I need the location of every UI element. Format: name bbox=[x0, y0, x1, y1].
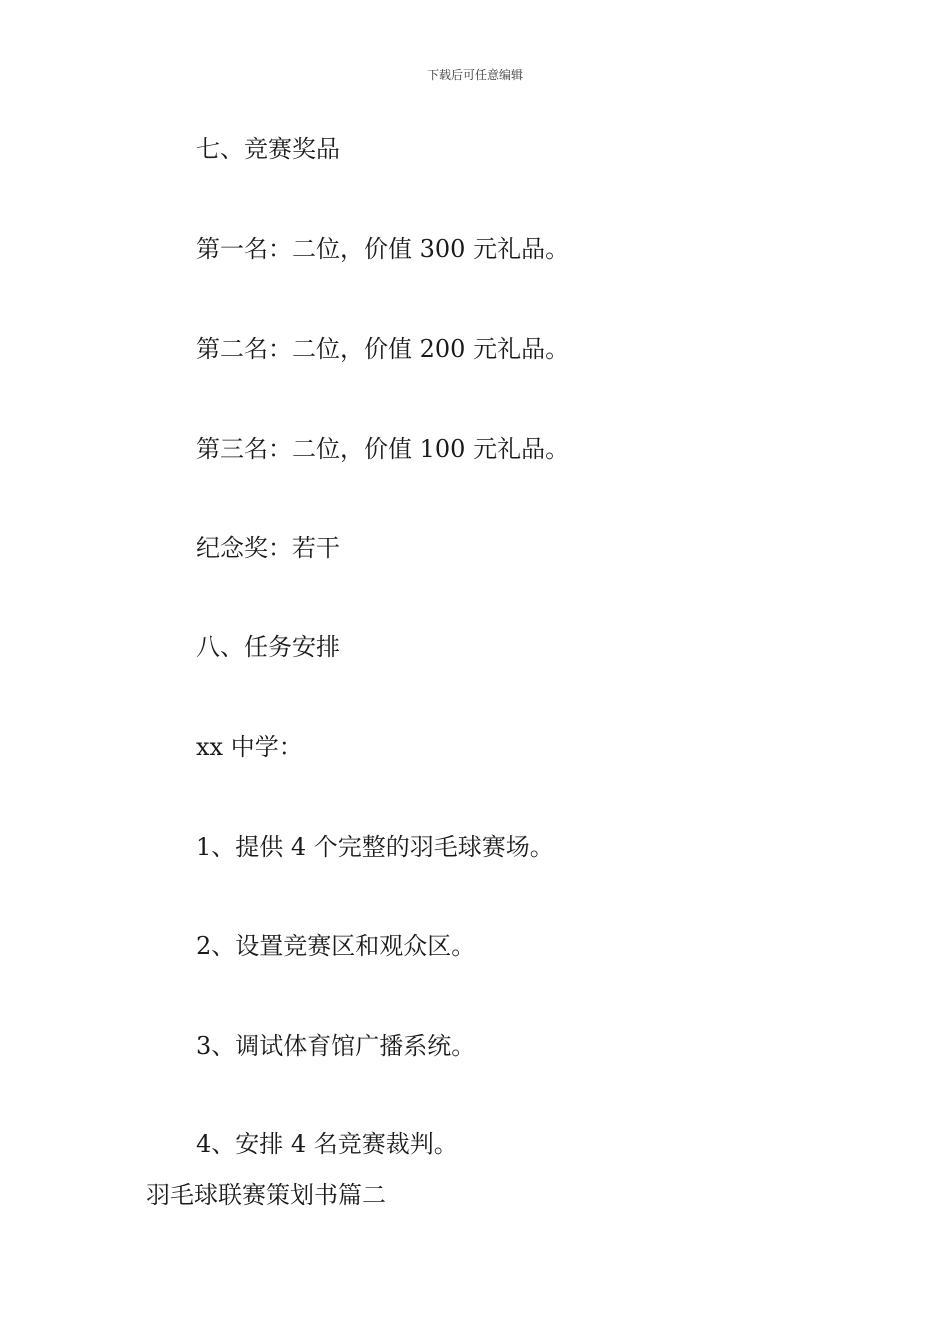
section-heading-prizes: 七、竞赛奖品 bbox=[196, 135, 340, 163]
next-document-title: 羽毛球联赛策划书篇二 bbox=[146, 1181, 386, 1209]
section-heading-tasks: 八、任务安排 bbox=[196, 633, 340, 661]
task-item-4: 4、安排 4 名竞赛裁判。 bbox=[196, 1130, 458, 1158]
header-note: 下载后可任意编辑 bbox=[426, 68, 523, 82]
prize-commemorative: 纪念奖：若干 bbox=[196, 534, 340, 562]
prize-third: 第三名：二位，价值 100 元礼品。 bbox=[196, 435, 570, 463]
prize-first: 第一名：二位，价值 300 元礼品。 bbox=[196, 235, 570, 263]
prize-second: 第二名：二位，价值 200 元礼品。 bbox=[196, 335, 570, 363]
task-item-2: 2、设置竞赛区和观众区。 bbox=[196, 932, 476, 960]
task-item-3: 3、调试体育馆广播系统。 bbox=[196, 1032, 476, 1060]
task-item-1: 1、提供 4 个完整的羽毛球赛场。 bbox=[196, 833, 554, 861]
school-label: xx 中学： bbox=[196, 733, 303, 761]
